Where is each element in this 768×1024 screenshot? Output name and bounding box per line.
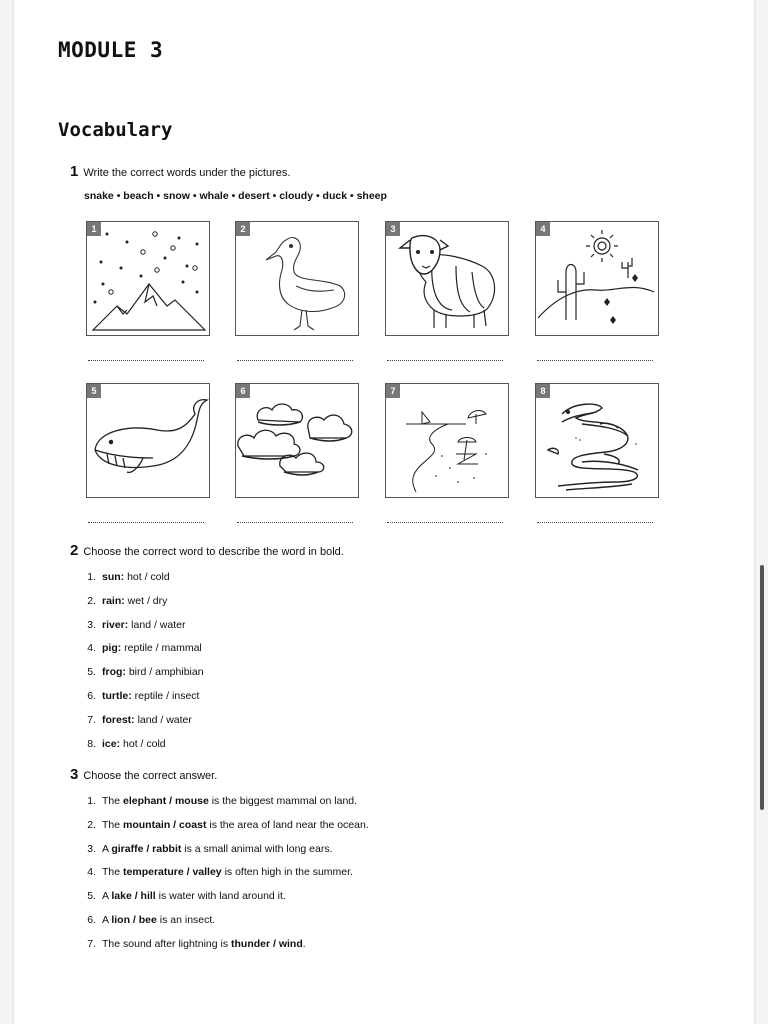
picture-number: 5 — [87, 384, 101, 398]
beach-icon — [386, 384, 508, 497]
list-item[interactable]: 7. The sound after lightning is thunder / wind. — [87, 937, 306, 950]
list-item[interactable]: 6. turtle: reptile / insect — [87, 689, 200, 702]
desert-icon — [536, 222, 658, 335]
picture-6 — [235, 383, 359, 498]
list-item[interactable]: 2. The mountain / coast is the area of land near the ocean. — [87, 818, 369, 831]
list-item[interactable]: 5. frog: bird / amphibian — [87, 666, 204, 679]
picture-number: 6 — [236, 384, 250, 398]
list-item[interactable]: 6. A lion / bee is an insect. — [87, 913, 216, 926]
picture-4 — [535, 221, 659, 336]
duck-icon — [236, 222, 358, 335]
list-item[interactable]: 3. river: land / water — [87, 618, 186, 631]
whale-icon — [87, 384, 209, 497]
answer-line-6[interactable] — [237, 520, 353, 523]
exercise-3-instruction: Choose the correct answer. — [83, 770, 218, 782]
picture-number: 1 — [87, 222, 101, 236]
answer-line-8[interactable] — [537, 520, 653, 523]
exercise-3-heading — [70, 766, 217, 783]
picture-7 — [385, 383, 509, 498]
picture-number: 7 — [386, 384, 400, 398]
list-item[interactable]: 7. forest: land / water — [87, 713, 192, 726]
snow-mountain-icon — [87, 222, 209, 335]
exercise-1-number: 1 — [70, 163, 79, 180]
list-item[interactable]: 4. pig: reptile / mammal — [87, 642, 202, 655]
snake-icon — [536, 384, 658, 497]
picture-number: 8 — [536, 384, 550, 398]
picture-5 — [86, 383, 210, 498]
list-item[interactable]: 1. sun: hot / cold — [87, 571, 170, 583]
picture-8 — [535, 383, 659, 498]
answer-line-2[interactable] — [237, 358, 353, 361]
cloud-icon — [236, 384, 358, 497]
answer-line-3[interactable] — [387, 358, 503, 361]
picture-number: 3 — [386, 222, 400, 236]
exercise-2-number: 2 — [70, 542, 79, 559]
picture-1 — [86, 221, 210, 336]
picture-number: 4 — [536, 222, 550, 236]
answer-line-7[interactable] — [387, 520, 503, 523]
list-item[interactable]: 3. A giraffe / rabbit is a small animal with long ears. — [87, 842, 333, 855]
answer-line-1[interactable] — [88, 358, 204, 361]
sheep-icon — [386, 222, 508, 335]
answer-line-4[interactable] — [537, 358, 653, 361]
list-item[interactable]: 4. The temperature / valley is often high in the summer. — [87, 866, 353, 879]
exercise-3-number: 3 — [70, 766, 79, 783]
picture-2 — [235, 221, 359, 336]
exercise-2-instruction: Choose the correct word to describe the word in bold. — [83, 546, 344, 558]
module-title: MODULE 3 — [58, 38, 164, 62]
exercise-2-heading — [70, 542, 344, 559]
exercise-2-list — [86, 571, 204, 761]
list-item[interactable]: 2. rain: wet / dry — [87, 594, 168, 607]
word-bank: snake • beach • snow • whale • desert • cloudy • duck • sheep — [84, 190, 387, 202]
scrollbar[interactable] — [760, 565, 764, 810]
list-item[interactable]: 1. The elephant / mouse is the biggest mammal on land. — [87, 795, 358, 807]
list-item[interactable]: 8. ice: hot / cold — [87, 737, 166, 750]
exercise-1-heading — [70, 163, 290, 180]
answer-line-5[interactable] — [88, 520, 204, 523]
exercise-1-instruction: Write the correct words under the pictures. — [83, 167, 291, 179]
section-title: Vocabulary — [58, 119, 173, 141]
picture-number: 2 — [236, 222, 250, 236]
list-item[interactable]: 5. A lake / hill is water with land around it. — [87, 890, 286, 903]
exercise-3-list — [86, 795, 369, 962]
picture-3 — [385, 221, 509, 336]
worksheet-page — [14, 0, 754, 1024]
